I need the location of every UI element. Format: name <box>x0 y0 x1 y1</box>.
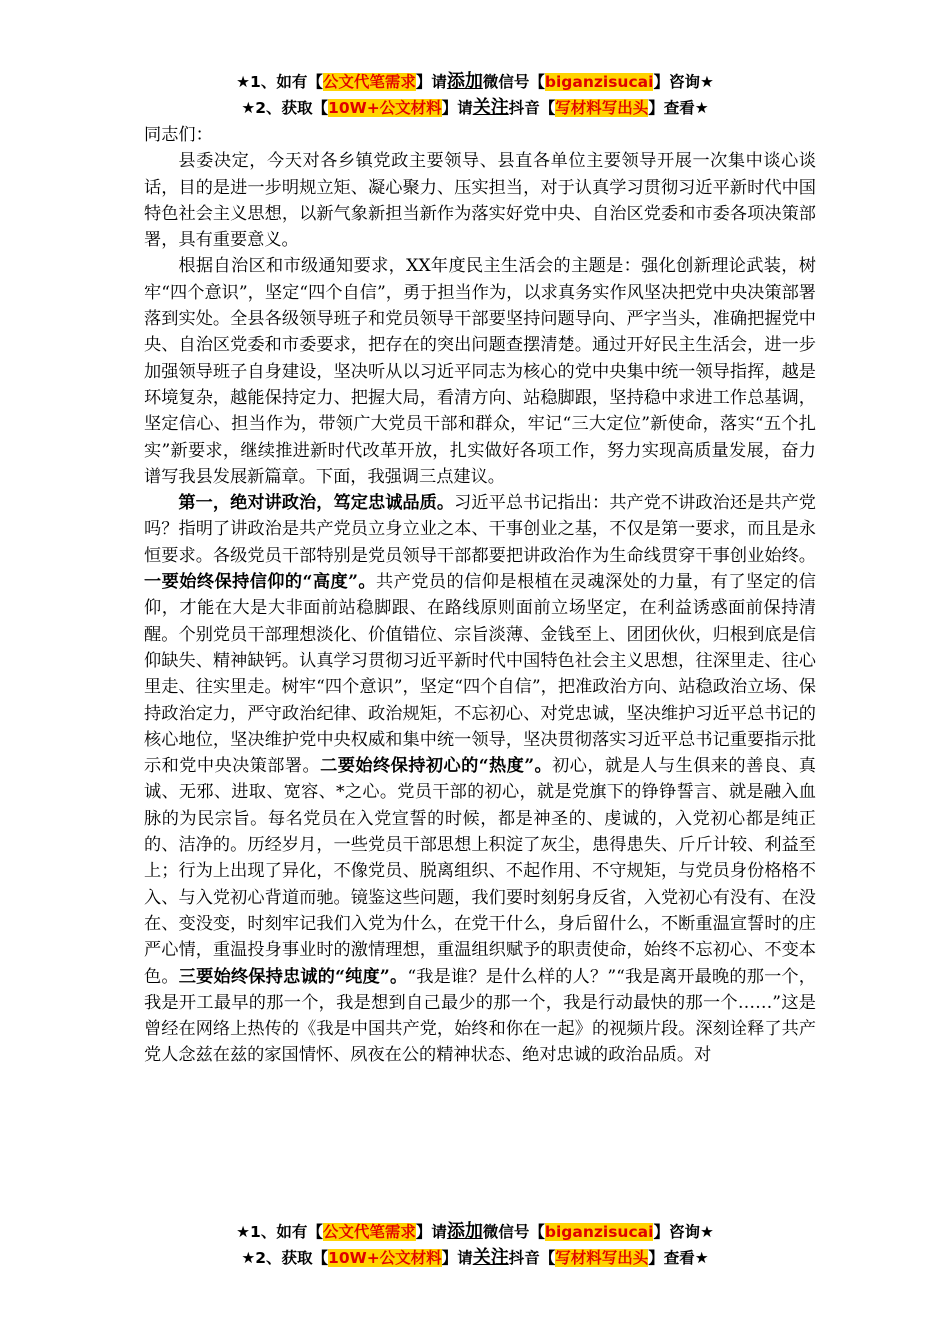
promo-highlight: 10W+公文材料 <box>328 99 442 117</box>
document-body <box>144 122 816 1069</box>
promo-highlight: 公文代笔需求 <box>322 1223 416 1241</box>
promo-highlight: 10W+公文材料 <box>328 1249 442 1267</box>
paragraph-1: 县委决定，今天对各乡镇党政主要领导、县直各单位主要领导开展一次集中谈心谈话，目的是进一步明规立矩、凝心聚力、压实担当，对于认真学习贯彻习近平新时代中国特色社会主义思想，以新气象新担当新作为落实好党中央、自治区党委和市委各项决策部署，具有重要意义。 <box>144 151 816 251</box>
promo-underlined: 关注 <box>472 97 509 118</box>
paragraph-3 <box>144 490 816 1069</box>
promo-underlined: 关注 <box>472 1247 509 1268</box>
promo-line-1 <box>0 1219 950 1245</box>
point-heading-1: 一要始终保持信仰的“高度”。 <box>144 572 377 593</box>
promo-line-2 <box>0 95 950 121</box>
promo-text: 】查看★ <box>648 1249 709 1267</box>
promo-underlined: 添加 <box>446 1221 483 1242</box>
promo-text: ★1、如有【 <box>236 1223 323 1241</box>
point-heading-3: 三要始终保持忠诚的“纯度”。 <box>178 966 408 987</box>
promo-wechat-id: biganzisucai <box>544 73 654 91</box>
promo-text: 微信号【 <box>482 1223 545 1241</box>
promo-douyin-id: 写材料写出头 <box>555 1249 649 1267</box>
promo-underlined: 添加 <box>446 71 483 92</box>
promo-text: ★2、获取【 <box>241 99 329 117</box>
bottom-promo-banner <box>0 1219 950 1271</box>
promo-text: 微信号【 <box>482 73 545 91</box>
paragraph-text: “我是谁？是什么样的人？”“我是离开最晚的那一个，我是开工最早的那一个，我是想到自己最少的那一个，我是行动最快的那一个……”这是曾经在网络上热传的《我是中国共产党，始终和你在一起》的视频片段。深刻诠释了共产党人念兹在兹的家国情怀、夙夜在公的精神状态、绝对忠诚的政治品质。对 <box>144 966 816 1066</box>
promo-text: 】查看★ <box>648 99 709 117</box>
top-promo-banner <box>0 69 950 121</box>
promo-text: 】请 <box>415 1223 447 1241</box>
promo-text: 抖音【 <box>508 99 556 117</box>
promo-line-2 <box>0 1245 950 1271</box>
promo-text: 】咨询★ <box>653 1223 714 1241</box>
point-heading-2: 二要始终保持初心的“热度”。 <box>320 756 553 777</box>
paragraph-text: 初心，就是人与生俱来的善良、真诚、无邪、进取、宽容、*之心。党员干部的初心，就是党旗下的铮铮誓言、就是融入血脉的为民宗旨。每名党员在入党宣誓的时候，都是神圣的、虔诚的，入党初心都是纯正的、洁净的。历经岁月，一些党员干部思想上积淀了灰尘，患得患失、斤斤计较、利益至上；行为上出现了异化，不像党员、脱离组织、不起作用、不守规矩，与党员身份格格不入、与入党初心背道而驰。镜鉴这些问题，我们要时刻躬身反省，入党初心有没有、在没在、变没变，时刻牢记我们入党为什么，在党干什么，身后留什么，不断重温宣誓时的庄严心情，重温投身事业时的激情理想，重温组织赋予的职责使命，始终不忘初心、不变本色。 <box>144 756 816 987</box>
promo-text: 】请 <box>441 99 473 117</box>
promo-text: 抖音【 <box>508 1249 556 1267</box>
paragraph-text: 习近平总书记指出：共产党不讲政治还是共产党吗？指明了讲政治是共产党员立身立业之本、干事创业之基，不仅是第一要求，而且是永恒要求。各级党员干部特别是党员领导干部都要把讲政治作为生命线贯穿干事创业始终。 <box>144 493 816 566</box>
promo-douyin-id: 写材料写出头 <box>555 99 649 117</box>
paragraph-2: 根据自治区和市级通知要求，XX年度民主生活会的主题是：强化创新理论武装，树牢“四个意识”，坚定“四个自信”，勇于担当作为，以求真务实作风坚决把党中央决策部署落到实处。全县各级领导班子和党员领导干部要坚持问题导向、严字当头，准确把握党中央、自治区党委和市委要求，把存在的突出问题查摆清楚。通过开好民主生活会，进一步加强领导班子自身建设，坚决听从以习近平同志为核心的党中央集中统一领导指挥，越是环境复杂，越能保持定力、把握大局，看清方向、站稳脚跟，坚持稳中求进工作总基调，坚定信心、担当作为，带领广大党员干部和群众，牢记“三大定位”新使命，落实“五个扎实”新要求，继续推进新时代改革开放，扎实做好各项工作，努力实现高质量发展，奋力谱写我县发展新篇章。下面，我强调三点建议。 <box>144 256 816 487</box>
promo-text: ★2、获取【 <box>241 1249 329 1267</box>
paragraph-text: 共产党员的信仰是根植在灵魂深处的力量，有了坚定的信仰，才能在大是大非面前站稳脚跟、在路线原则面前立场坚定，在利益诱惑面前保持清醒。个别党员干部理想淡化、价值错位、宗旨淡薄、金钱至上、团团伙伙，归根到底是信仰缺失、精神缺钙。认真学习贯彻习近平新时代中国特色社会主义思想，往深里走、往心里走、往实里走。树牢“四个意识”，坚定“四个自信”，把准政治方向、站稳政治立场、保持政治定力，严守政治纪律、政治规矩，不忘初心、对党忠诚，坚决维护习近平总书记的核心地位，坚决维护党中央权威和集中统一领导，坚决贯彻落实习近平总书记重要指示批示和党中央决策部署。 <box>144 572 816 777</box>
promo-highlight: 公文代笔需求 <box>322 73 416 91</box>
promo-wechat-id: biganzisucai <box>544 1223 654 1241</box>
promo-line-1 <box>0 69 950 95</box>
promo-text: 】请 <box>441 1249 473 1267</box>
salutation: 同志们： <box>144 125 213 145</box>
section-heading: 第一，绝对讲政治，笃定忠诚品质。 <box>178 493 455 514</box>
promo-text: 】咨询★ <box>653 73 714 91</box>
promo-text: ★1、如有【 <box>236 73 323 91</box>
promo-text: 】请 <box>415 73 447 91</box>
